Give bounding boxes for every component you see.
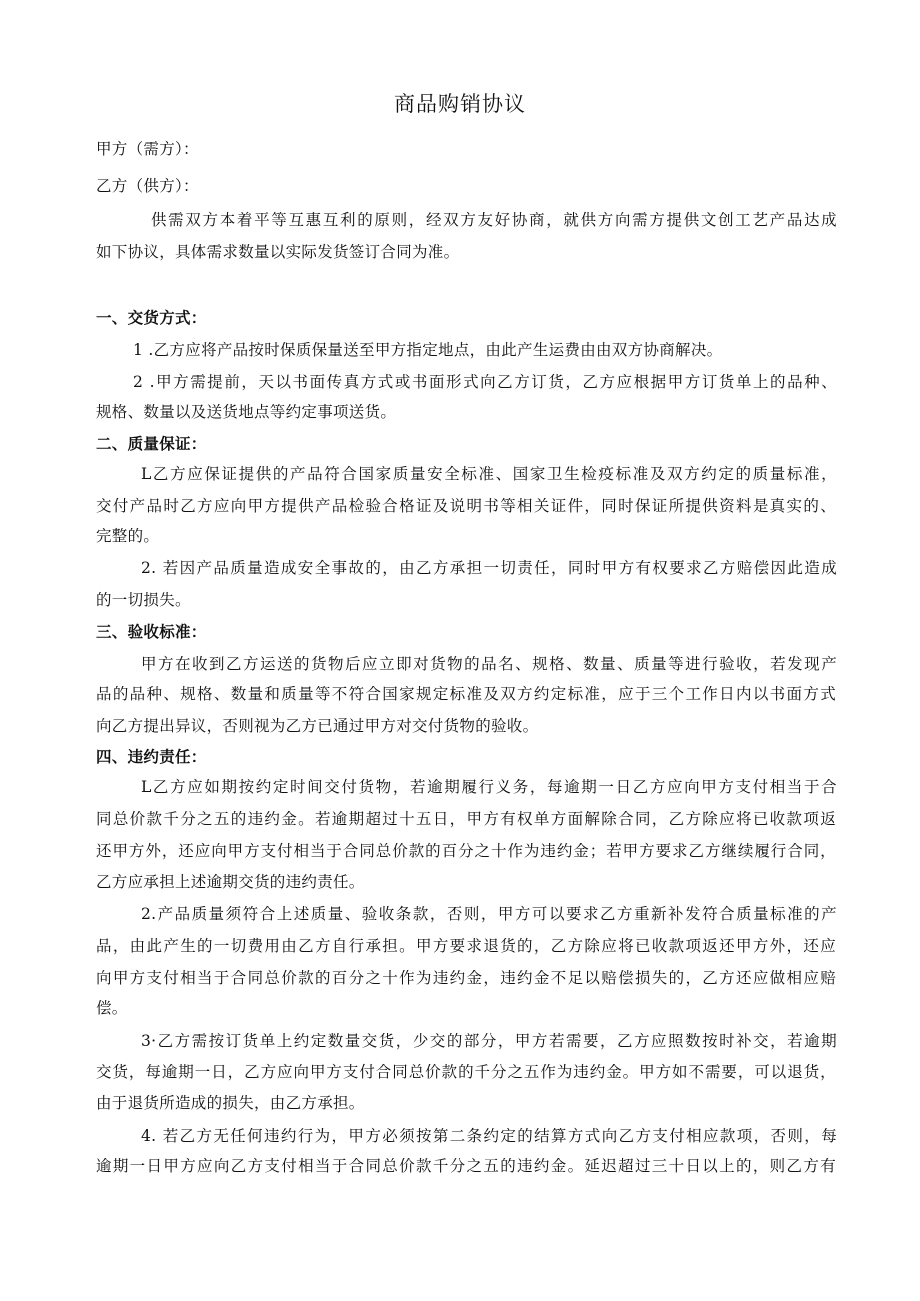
paragraph-line: 由于退货所造成的损失，由乙方承担。 (96, 1094, 365, 1112)
section-heading-quality: 二、质量保证： (96, 434, 207, 453)
paragraph-line: 向乙方提出异议，否则视为乙方已通过甲方对交付货物的验收。 (96, 717, 539, 735)
paragraph-line: 乙方应承担上述逾期交货的违约责任。 (96, 873, 365, 891)
document-title: 商品购销协议 (394, 92, 526, 116)
paragraph-line: 2.产品质量须符合上述质量、验收条款，否则，甲方可以要求乙方重新补发符合质量标准的产 (141, 905, 837, 923)
paragraph-line: 1 .乙方应将产品按时保质保量送至甲方指定地点，由此产生运费由由双方协商解决。 (133, 341, 723, 359)
paragraph-line: L乙方应如期按约定时间交付货物，若逾期履行义务，每逾期一日乙方应向甲方支付相当于合 (141, 778, 837, 796)
paragraph-line: 甲方在收到乙方运送的货物后应立即对货物的品名、规格、数量、质量等进行验收，若发现产 (141, 655, 837, 673)
paragraph-line: L乙方应保证提供的产品符合国家质量安全标准、国家卫生检疫标准及双方约定的质量标准， (141, 465, 837, 483)
paragraph-line: 同总价款千分之五的违约金。若逾期超过十五日，甲方有权单方面解除合同，乙方除应将已收款项返 (96, 810, 836, 828)
paragraph-line: 品，由此产生的一切费用由乙方自行承担。甲方要求退货的，乙方除应将已收款项返还甲方外，还应 (96, 937, 836, 955)
paragraph-line: 4. 若乙方无任何违约行为，甲方必须按第二条约定的结算方式向乙方支付相应款项，否则，每 (141, 1127, 837, 1145)
paragraph-line: 偿。 (96, 999, 128, 1017)
section-heading-acceptance: 三、验收标准： (96, 622, 207, 641)
paragraph-line: 逾期一日甲方应向乙方支付相当于合同总价款千分之五的违约金。延迟超过三十日以上的，则乙方有 (96, 1157, 836, 1175)
party-b-label: 乙方（供方）： (96, 177, 199, 195)
paragraph-line: 完整的。 (96, 527, 160, 545)
paragraph-line: 向甲方支付相当于合同总价款的百分之十作为违约金，违约金不足以赔偿损失的，乙方还应做相应赔 (96, 969, 836, 987)
paragraph-line: 规格、数量以及送货地点等约定事项送货。 (96, 403, 397, 421)
paragraph-line: 2 .甲方需提前，天以书面传真方式或书面形式向乙方订货，乙方应根据甲方订货单上的品种、 (133, 373, 837, 391)
intro-line: 供需双方本着平等互惠互利的原则，经双方友好协商，就供方向需方提供文创工艺产品达成 (151, 211, 837, 229)
intro-line: 如下协议，具体需求数量以实际发货签订合同为准。 (96, 243, 460, 261)
paragraph-line: 3·乙方需按订货单上约定数量交货，少交的部分，甲方若需要，乙方应照数按时补交，若逾期 (141, 1032, 837, 1050)
party-a-label: 甲方（需方）： (96, 140, 199, 158)
paragraph-line: 2. 若因产品质量造成安全事故的，由乙方承担一切责任，同时甲方有权要求乙方赔偿因此造成 (141, 559, 837, 577)
section-heading-delivery: 一、交货方式： (96, 308, 207, 327)
paragraph-line: 还甲方外，还应向甲方支付相当于合同总价款的百分之十作为违约金；若甲方要求乙方继续履行合同， (96, 842, 836, 860)
paragraph-line: 品的品种、规格、数量和质量等不符合国家规定标准及双方约定标准，应于三个工作日内以书面方式 (96, 685, 836, 703)
paragraph-line: 交货，每逾期一日，乙方应向甲方支付合同总价款的千分之五作为违约金。甲方如不需要，可以退货， (96, 1063, 836, 1081)
paragraph-line: 交付产品时乙方应向甲方提供产品检验合格证及说明书等相关证件，同时保证所提供资料是真实的、 (96, 497, 836, 515)
section-heading-liability: 四、违约责任： (96, 747, 207, 766)
paragraph-line: 的一切损失。 (96, 591, 191, 609)
